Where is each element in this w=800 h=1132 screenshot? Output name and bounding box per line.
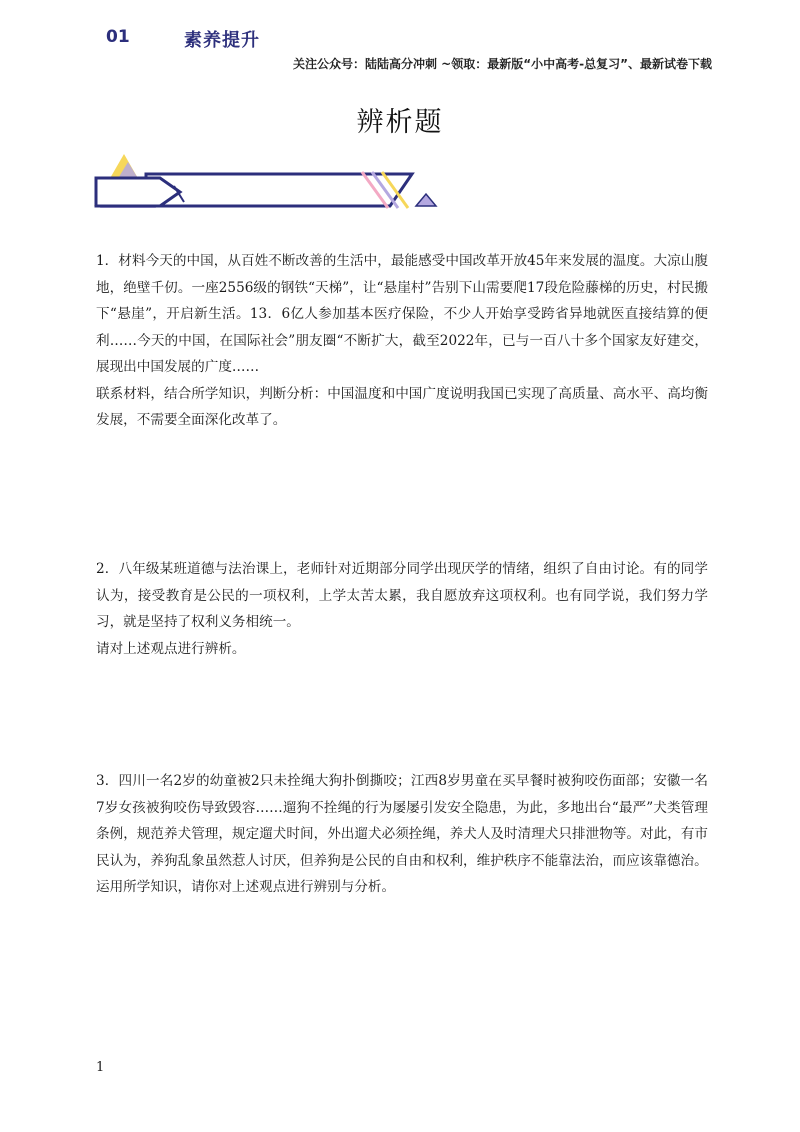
question-1	[96, 248, 708, 434]
question-prompt: 联系材料，结合所学知识，判断分析：中国温度和中国广度说明我国已实现了高质量、高水平、高均衡发展，不需要全面深化改革了。	[96, 385, 708, 428]
question-2	[96, 556, 708, 662]
section-label: 素养提升	[184, 30, 260, 51]
question-3	[96, 768, 708, 901]
question-prompt: 请对上述观点进行辨析。	[96, 640, 246, 657]
question-material: 1．材料今天的中国，从百姓不断改善的生活中，最能感受中国改革开放45年来发展的温度。大凉山腹地，绝壁千仞。一座2556级的钢铁“天梯”，让“悬崖村”告别下山需要爬17段危险藤梯的历史，村民搬下“悬崖”，开启新生活。13．6亿人参加基本医疗保险，不少人开始享受跨省异地就医直接结算的便利……今天的中国，在国际社会”朋友圈“不断扩大，截至2022年，已与一百八十多个国家友好建交，展现出中国发展的广度……	[96, 253, 708, 375]
page-number: 1	[96, 1060, 105, 1075]
section-number: 01	[106, 27, 130, 47]
question-material: 3．四川一名2岁的幼童被2只未拴绳大狗扑倒撕咬；江西8岁男童在买早餐时被狗咬伤面部；安徽一名7岁女孩被狗咬伤导致毁容……遛狗不拴绳的行为屡屡引发安全隐患，为此，多地出台“最严”犬类管理条例，规范养犬管理，规定遛犬时间，外出遛犬必须拴绳，养犬人及时清理犬只排泄物等。对此，有市民认为，养狗乱象虽然惹人讨厌，但养狗是公民的自由和权利，维护秩序不能靠法治，而应该靠德治。	[96, 773, 708, 869]
banner-number-tab	[96, 178, 180, 206]
banner-label-box	[146, 174, 412, 206]
section-banner-graphic	[90, 150, 440, 212]
question-material: 2．八年级某班道德与法治课上，老师针对近期部分同学出现厌学的情绪，组织了自由讨论。有的同学认为，接受教育是公民的一项权利，上学太苦太累，我自愿放弃这项权利。也有同学说，我们努力学习，就是坚持了权利义务相统一。	[96, 561, 708, 630]
section-banner	[90, 150, 440, 212]
header-promo-note: 关注公众号：陆陆高分冲刺 ~领取：最新版“小中高考-总复习”、最新试卷下载	[293, 57, 712, 71]
banner-small-triangle	[416, 194, 436, 206]
document-title: 辨析题	[356, 107, 444, 138]
question-prompt: 运用所学知识，请你对上述观点进行辨别与分析。	[96, 879, 396, 895]
